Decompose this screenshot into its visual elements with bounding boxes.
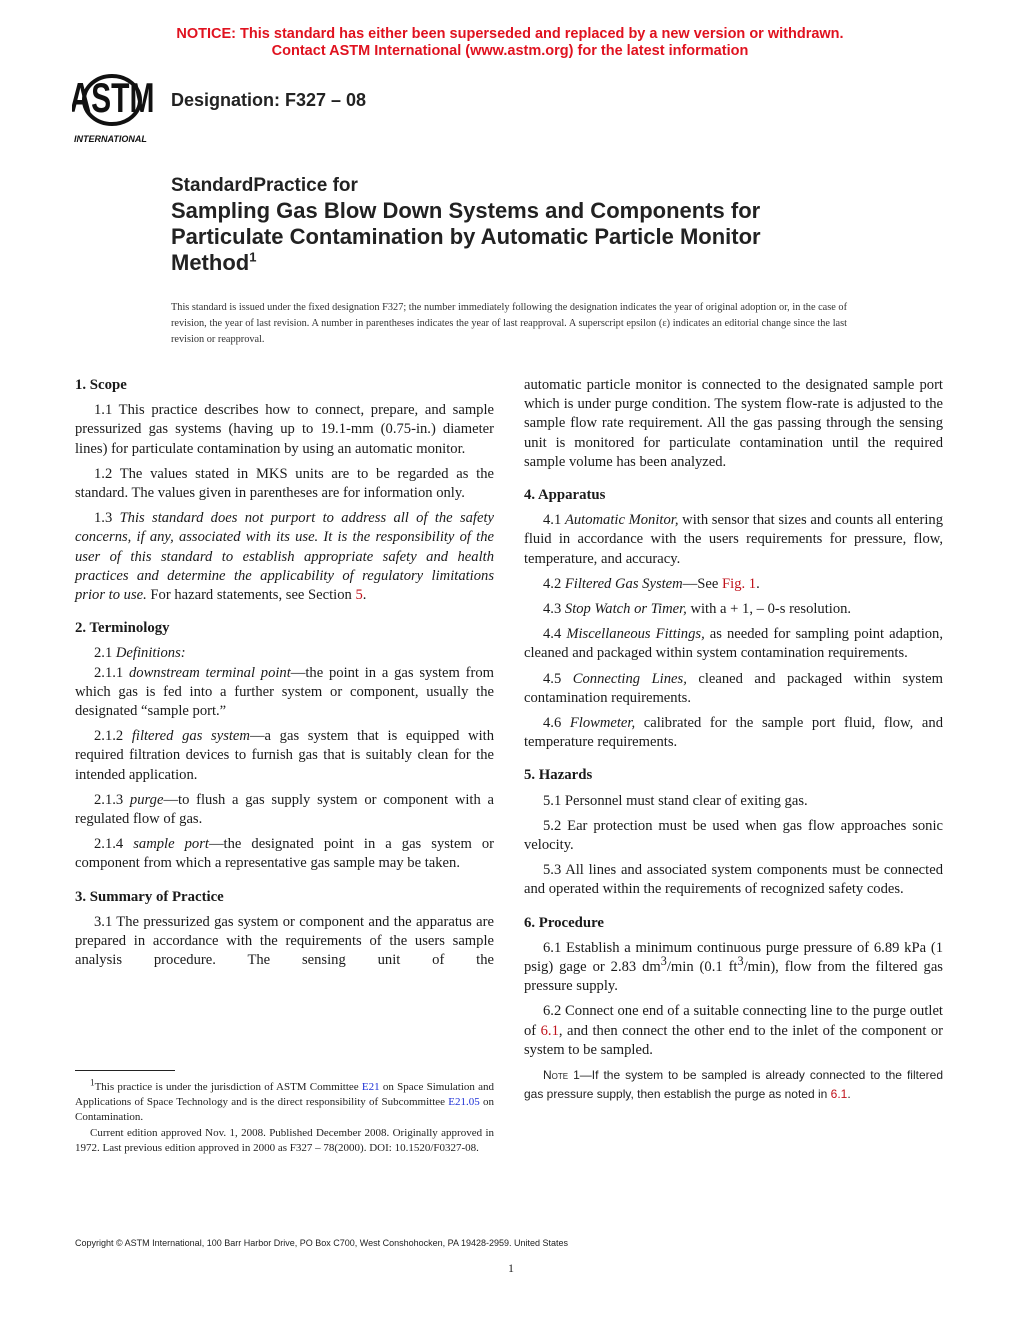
paragraph-5-2: 5.2 Ear protection must be used when gas flow approaches sonic velocity. (524, 817, 943, 854)
paragraph-5-3: 5.3 All lines and associated system components must be connected and operated within the requirements of recognized safety codes. (524, 862, 943, 898)
section-heading-terminology: 2. Terminology (75, 620, 170, 637)
paragraph-2-1-1: 2.1.1 downstream terminal point—the point in a gas system from which gas is fed into a further system or component, usually the designated “sample port.” (75, 664, 495, 720)
paragraph-2-1: 2.1 Definitions: (94, 645, 186, 662)
figure-1-link[interactable]: Fig. 1 (722, 575, 757, 592)
committee-e21-link[interactable]: E21 (361, 1081, 380, 1093)
paragraph-4-6: 4.6 Flowmeter, calibrated for the sample port fluid, flow, and temperature requirements. (524, 715, 943, 751)
subcommittee-e21-05-link[interactable]: E21.05 (448, 1096, 480, 1108)
title-prefix: StandardPractice for (171, 175, 358, 196)
section-5-link[interactable]: 5 (355, 587, 363, 604)
right-column (524, 376, 943, 1104)
withdrawal-notice (0, 26, 1020, 60)
copyright-footer: Copyright © ASTM International, 100 Barr Harbor Drive, PO Box C700, West Conshohocken, PA 19428-2959. United States (75, 1238, 569, 1248)
section-heading-summary: 3. Summary of Practice (75, 888, 224, 905)
section-heading-apparatus: 4. Apparatus (524, 487, 606, 504)
section-heading-scope: 1. Scope (75, 377, 127, 393)
paragraph-4-3: 4.3 Stop Watch or Timer, with a + 1, – 0-s resolution. (543, 601, 852, 618)
paragraph-1-1: 1.1 This practice describes how to connect, prepare, and sample pressurized gas systems (having up to 19.1-mm (0.75-in.) diameter lines) for particulate contamination by using an automatic monitor. (75, 402, 494, 457)
left-column (75, 376, 494, 976)
page-number: 1 (508, 1261, 514, 1275)
notice-line-2: Contact ASTM International (www.astm.org) for the latest information (271, 43, 749, 59)
paragraph-2-1-3: 2.1.3 purge—to flush a gas supply system or component with a regulated flow of gas. (75, 791, 494, 828)
footnote-divider (75, 1070, 175, 1071)
note-1: Note 1—If the system to be sampled is already connected to the filtered gas pressure supply, then establish the purge as noted in 6.1. (524, 1068, 943, 1102)
paragraph-3-1-continued: automatic particle monitor is connected to the designated sample port which is under purge condition. The system flow-rate is adjusted to the sample flow rate requirement. All the gas passing through the sensing unit is monitored for particulate contamination until the required sample volume has been analyzed. (524, 377, 943, 470)
title-line-1: Sampling Gas Blow Down Systems and Components for (171, 198, 761, 223)
title-line-2: Particulate Contamination by Automatic Particle Monitor (171, 224, 761, 249)
paragraph-4-4: 4.4 Miscellaneous Fittings, as needed for sampling point adaption, cleaned and packaged within system contamination requirements. (524, 626, 944, 662)
section-6-1-link[interactable]: 6.1 (540, 1022, 559, 1039)
paragraph-3-1-start: 3.1 The pressurized gas system or component and the apparatus are prepared in accordance with the requirements of the users sample analysis procedure. The sensing unit of the (75, 913, 494, 969)
document-title (171, 174, 871, 276)
paragraph-1-2: 1.2 The values stated in MKS units are to be regarded as the standard. The values given in parentheses are for information only. (75, 465, 494, 502)
paragraph-4-1: 4.1 Automatic Monitor, with sensor that sizes and counts all entering fluid in accordance with the users requirements for pressure, flow, temperature, and accuracy. (524, 512, 944, 567)
astm-logo (72, 74, 162, 146)
footnote-1: $^1$This practice is under the jurisdiction of ASTM Committee E21 on Space Simulation and Applications of Space Technology and is the direct responsibility of Subcommittee E21.05 on Contamination. (75, 1077, 494, 1123)
svg-text:ASTM: ASTM (72, 74, 155, 122)
footnotes (75, 1077, 494, 1157)
paragraph-6-2: 6.2 Connect one end of a suitable connecting line to the purge outlet of 6.1, and then connect the other end to the inlet of the component or system to be sampled. (524, 1003, 943, 1058)
paragraph-4-5: 4.5 Connecting Lines, cleaned and packaged within system contamination requirements. (524, 670, 943, 706)
paragraph-5-1: 5.1 Personnel must stand clear of exiting gas. (543, 792, 808, 809)
section-heading-hazards: 5. Hazards (524, 767, 593, 784)
paragraph-2-1-2: 2.1.2 filtered gas system—a gas system that is equipped with required filtration devices to furnish gas that is suitably clean for the intended application. (75, 728, 494, 783)
svg-text:INTERNATIONAL: INTERNATIONAL (74, 134, 147, 144)
note-section-6-1-link[interactable]: 6.1 (830, 1087, 848, 1102)
section-heading-procedure: 6. Procedure (524, 914, 604, 931)
title-line-3: Method$^1$ (171, 249, 257, 275)
paragraph-1-3: 1.3 This standard does not purport to address all of the safety concerns, if any, associated with its use. It is the responsibility of the user of this standard to establish appropriate safety and health practices and determine the applicability of regulatory limitations prior to use. For hazard statements, see Section 5. (75, 510, 494, 604)
paragraph-6-1: 6.1 Establish a minimum continuous purge pressure of 6.89 kPa (1 psig) gage or 2.83 $dm^3/\min$ (0.1 $ft^3/\min$), flow from the filtered gas pressure supply. (524, 939, 943, 995)
astm-logo-icon (72, 74, 162, 146)
title-footnote-ref[interactable]: 1 (249, 249, 257, 265)
issuance-note: This standard is issued under the fixed designation F327; the number immediately following the designation indicates the year of original adoption or, in the case of revision, the year of last revision. A number in parentheses indicates the year of last reapproval. A superscript epsilon (ε) indicates an editorial change since the last revision or reapproval. (171, 302, 847, 345)
paragraph-2-1-4: 2.1.4 sample port—the designated point in a gas system or component from which a representative gas sample may be taken. (75, 836, 494, 872)
designation: Designation: F327 – 08 (171, 90, 367, 110)
paragraph-4-2: 4.2 Filtered Gas System—See Fig. 1. (543, 575, 760, 592)
footnote-edition: Current edition approved Nov. 1, 2008. Published December 2008. Originally approved in 1972. Last previous edition approved in 2000 as F327 – 78(2000). DOI: 10.1520/F0327-08. (75, 1127, 494, 1154)
notice-line-1: NOTICE: This standard has either been superseded and replaced by a new version or withdrawn. (176, 26, 844, 42)
